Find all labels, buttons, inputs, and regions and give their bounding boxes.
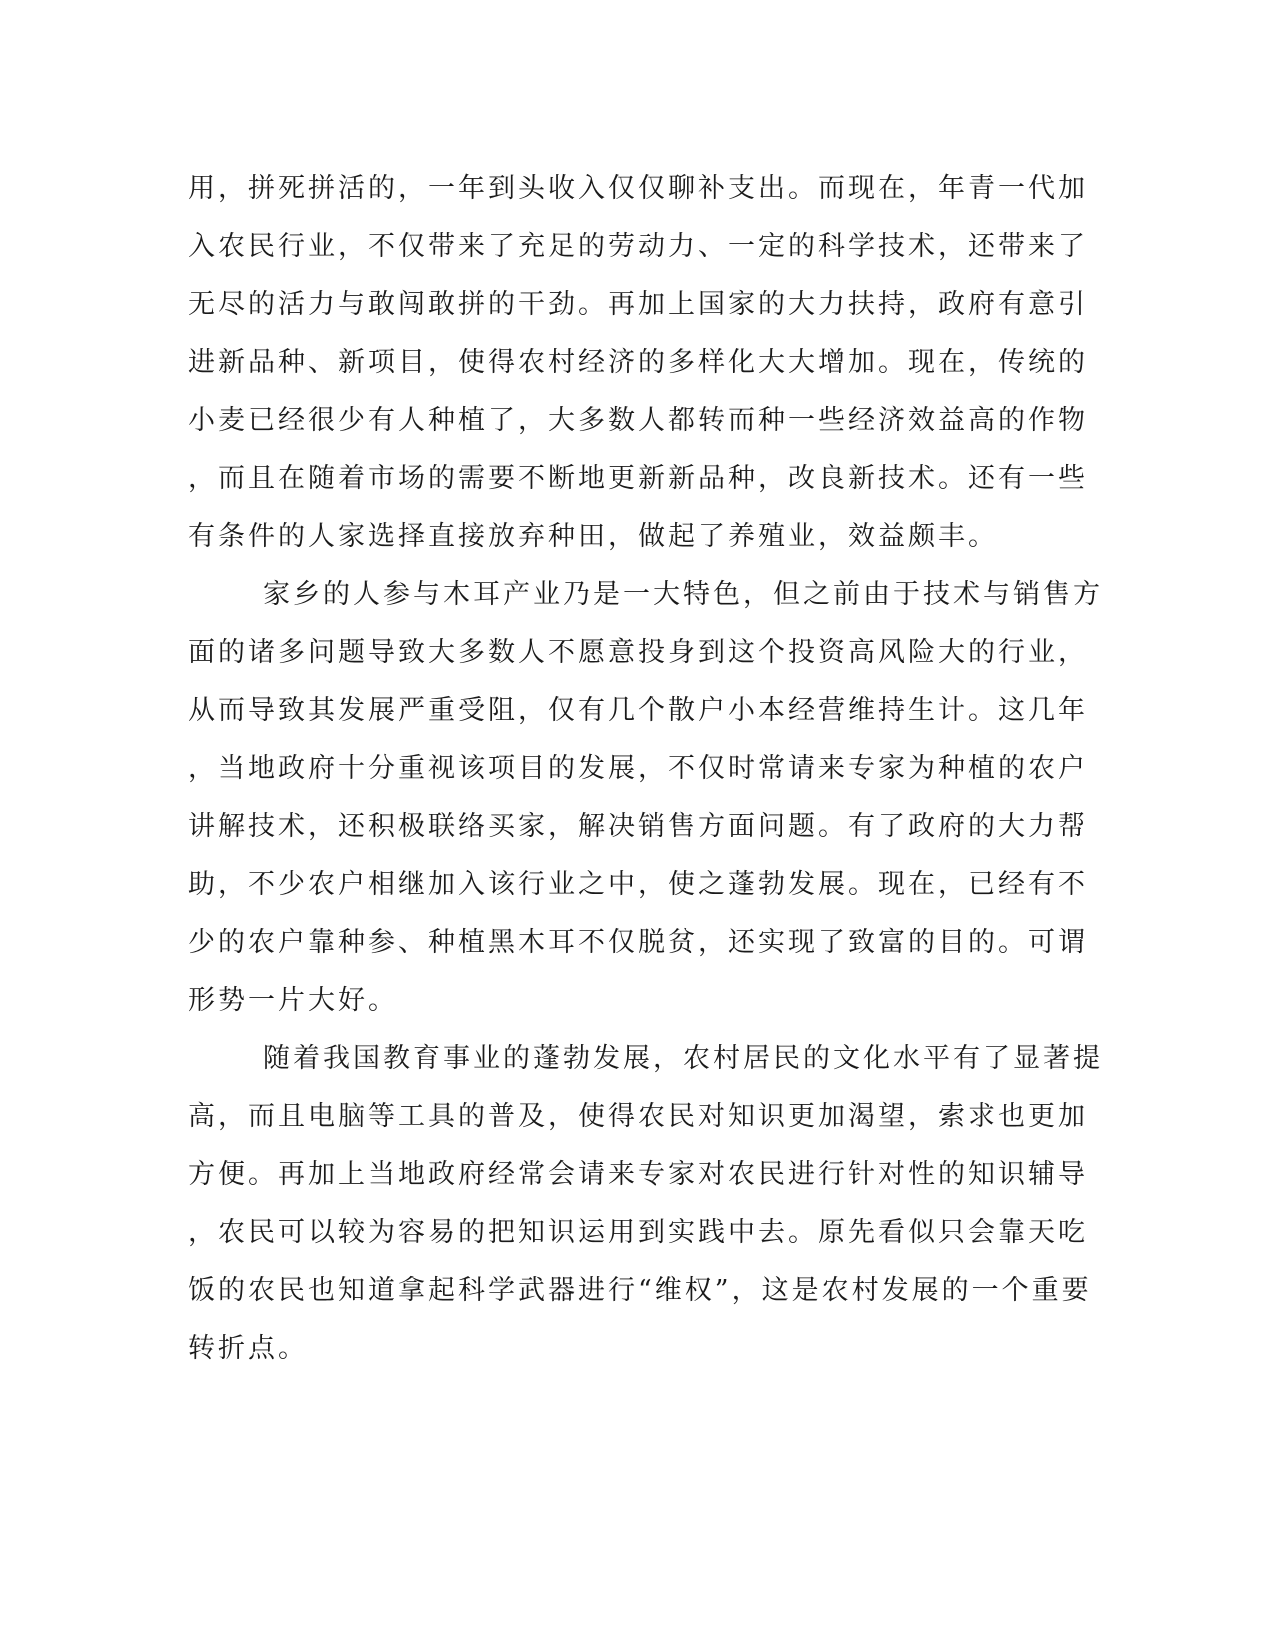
text-line: 进新品种、新项目，使得农村经济的多样化大大增加。现在，传统的: [188, 347, 1088, 378]
text-line: 从而导致其发展严重受阻，仅有几个散户小本经营维持生计。这几年: [188, 695, 1088, 726]
text-line: 助，不少农户相继加入该行业之中，使之蓬勃发展。现在，已经有不: [188, 869, 1088, 900]
text-line: ，当地政府十分重视该项目的发展，不仅时常请来专家为种植的农户: [188, 753, 1088, 784]
text-line: 用，拼死拼活的，一年到头收入仅仅聊补支出。而现在，年青一代加: [188, 173, 1088, 204]
text-line: 讲解技术，还积极联络买家，解决销售方面问题。有了政府的大力帮: [188, 811, 1088, 842]
text-line: 饭的农民也知道拿起科学武器进行“维权”，这是农村发展的一个重要: [188, 1275, 1092, 1306]
text-line: 形势一片大好。: [188, 985, 398, 1016]
text-line: 少的农户靠种参、种植黑木耳不仅脱贫，还实现了致富的目的。可谓: [188, 927, 1088, 958]
text-line: 方便。再加上当地政府经常会请来专家对农民进行针对性的知识辅导: [188, 1159, 1088, 1190]
paragraph-start-line: 家乡的人参与木耳产业乃是一大特色，但之前由于技术与销售方: [263, 579, 1103, 610]
text-line: ，而且在随着市场的需要不断地更新新品种，改良新技术。还有一些: [188, 463, 1088, 494]
text-line: 小麦已经很少有人种植了，大多数人都转而种一些经济效益高的作物: [188, 405, 1088, 436]
text-line: 高，而且电脑等工具的普及，使得农民对知识更加渴望，索求也更加: [188, 1101, 1088, 1132]
text-line: ，农民可以较为容易的把知识运用到实践中去。原先看似只会靠天吃: [188, 1217, 1088, 1248]
body-text: [188, 160, 1103, 1378]
text-line: 有条件的人家选择直接放弃种田，做起了养殖业，效益颇丰。: [188, 521, 998, 552]
text-line: 面的诸多问题导致大多数人不愿意投身到这个投资高风险大的行业，: [188, 637, 1088, 668]
text-line: 无尽的活力与敢闯敢拼的干劲。再加上国家的大力扶持，政府有意引: [188, 289, 1088, 320]
text-line: 转折点。: [188, 1333, 308, 1364]
text-line: 入农民行业，不仅带来了充足的劳动力、一定的科学技术，还带来了: [188, 231, 1088, 262]
paragraph-start-line: 随着我国教育事业的蓬勃发展，农村居民的文化水平有了显著提: [263, 1043, 1103, 1074]
